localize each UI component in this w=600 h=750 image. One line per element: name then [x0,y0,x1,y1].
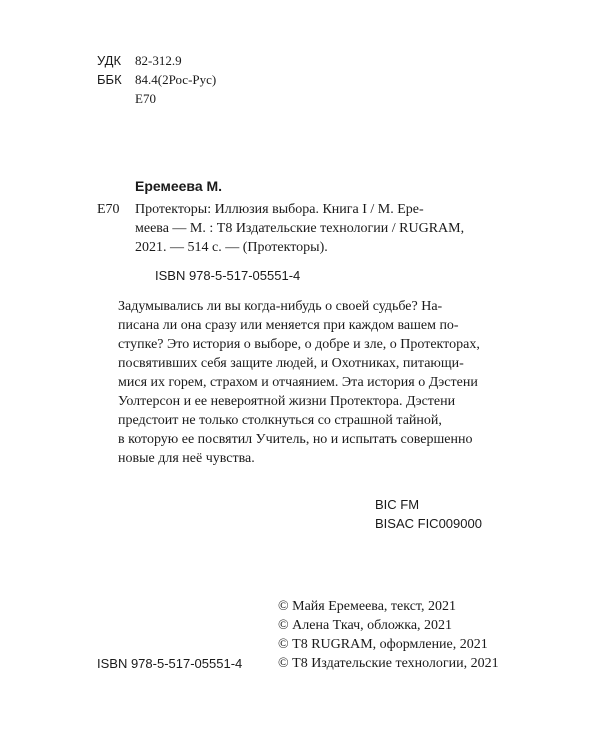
annotation-line: Задумывались ли вы когда-нибудь о своей судьбе? На- [118,299,443,314]
bbk-value: 84.4(2Рос-Рус) [135,72,217,87]
bibliographic-line: Протекторы: Иллюзия выбора. Книга I / М. Ере- [135,202,424,217]
bic-code: BIC FM [375,497,420,512]
isbn-footer: ISBN 978-5-517-05551-4 [97,656,243,671]
annotation-line: Уолтерсон и ее невероятной жизни Протектора. Дэстени [118,394,456,409]
udk-value: 82-312.9 [135,53,182,68]
author-heading: Еремеева М. [135,178,223,194]
copyright-line: © Алена Ткач, обложка, 2021 [278,618,453,633]
annotation-line: посвятивших себя защите людей, и Охотниках, питающи- [118,356,464,371]
udk-label: УДК [97,53,122,68]
copyright-line: © Майя Еремеева, текст, 2021 [278,599,456,614]
udk-row [97,53,182,69]
author-mark-row [97,91,156,107]
bibliographic-line: 2021. — 514 с. — (Протекторы). [135,240,328,255]
author-mark: Е70 [135,91,156,106]
annotation-line: новые для неё чувства. [118,451,255,466]
bisac-code: BISAC FIC009000 [375,516,482,531]
copyright-line: © Т8 Издательские технологии, 2021 [278,656,499,671]
bbk-row [97,72,216,88]
bibliographic-line: меева — М. : Т8 Издательские технологии / RUGRAM, [135,221,465,236]
isbn-entry: ISBN 978-5-517-05551-4 [155,268,301,283]
annotation-line: ступке? Это история о выборе, о добре и зле, о Протекторах, [118,337,480,352]
annotation-line: предстоит не только столкнуться со страшной тайной, [118,413,442,428]
catalog-code: Е70 [97,202,120,217]
annotation-line: в которую ее посвятил Учитель, но и испытать совершенно [118,432,473,447]
annotation-line: писана ли она сразу или меняется при каждом вашем по- [118,318,459,333]
annotation-line: мися их горем, страхом и отчаянием. Эта история о Дэстени [118,375,478,390]
bbk-label: ББК [97,72,122,87]
copyright-line: © Т8 RUGRAM, оформление, 2021 [278,637,488,652]
